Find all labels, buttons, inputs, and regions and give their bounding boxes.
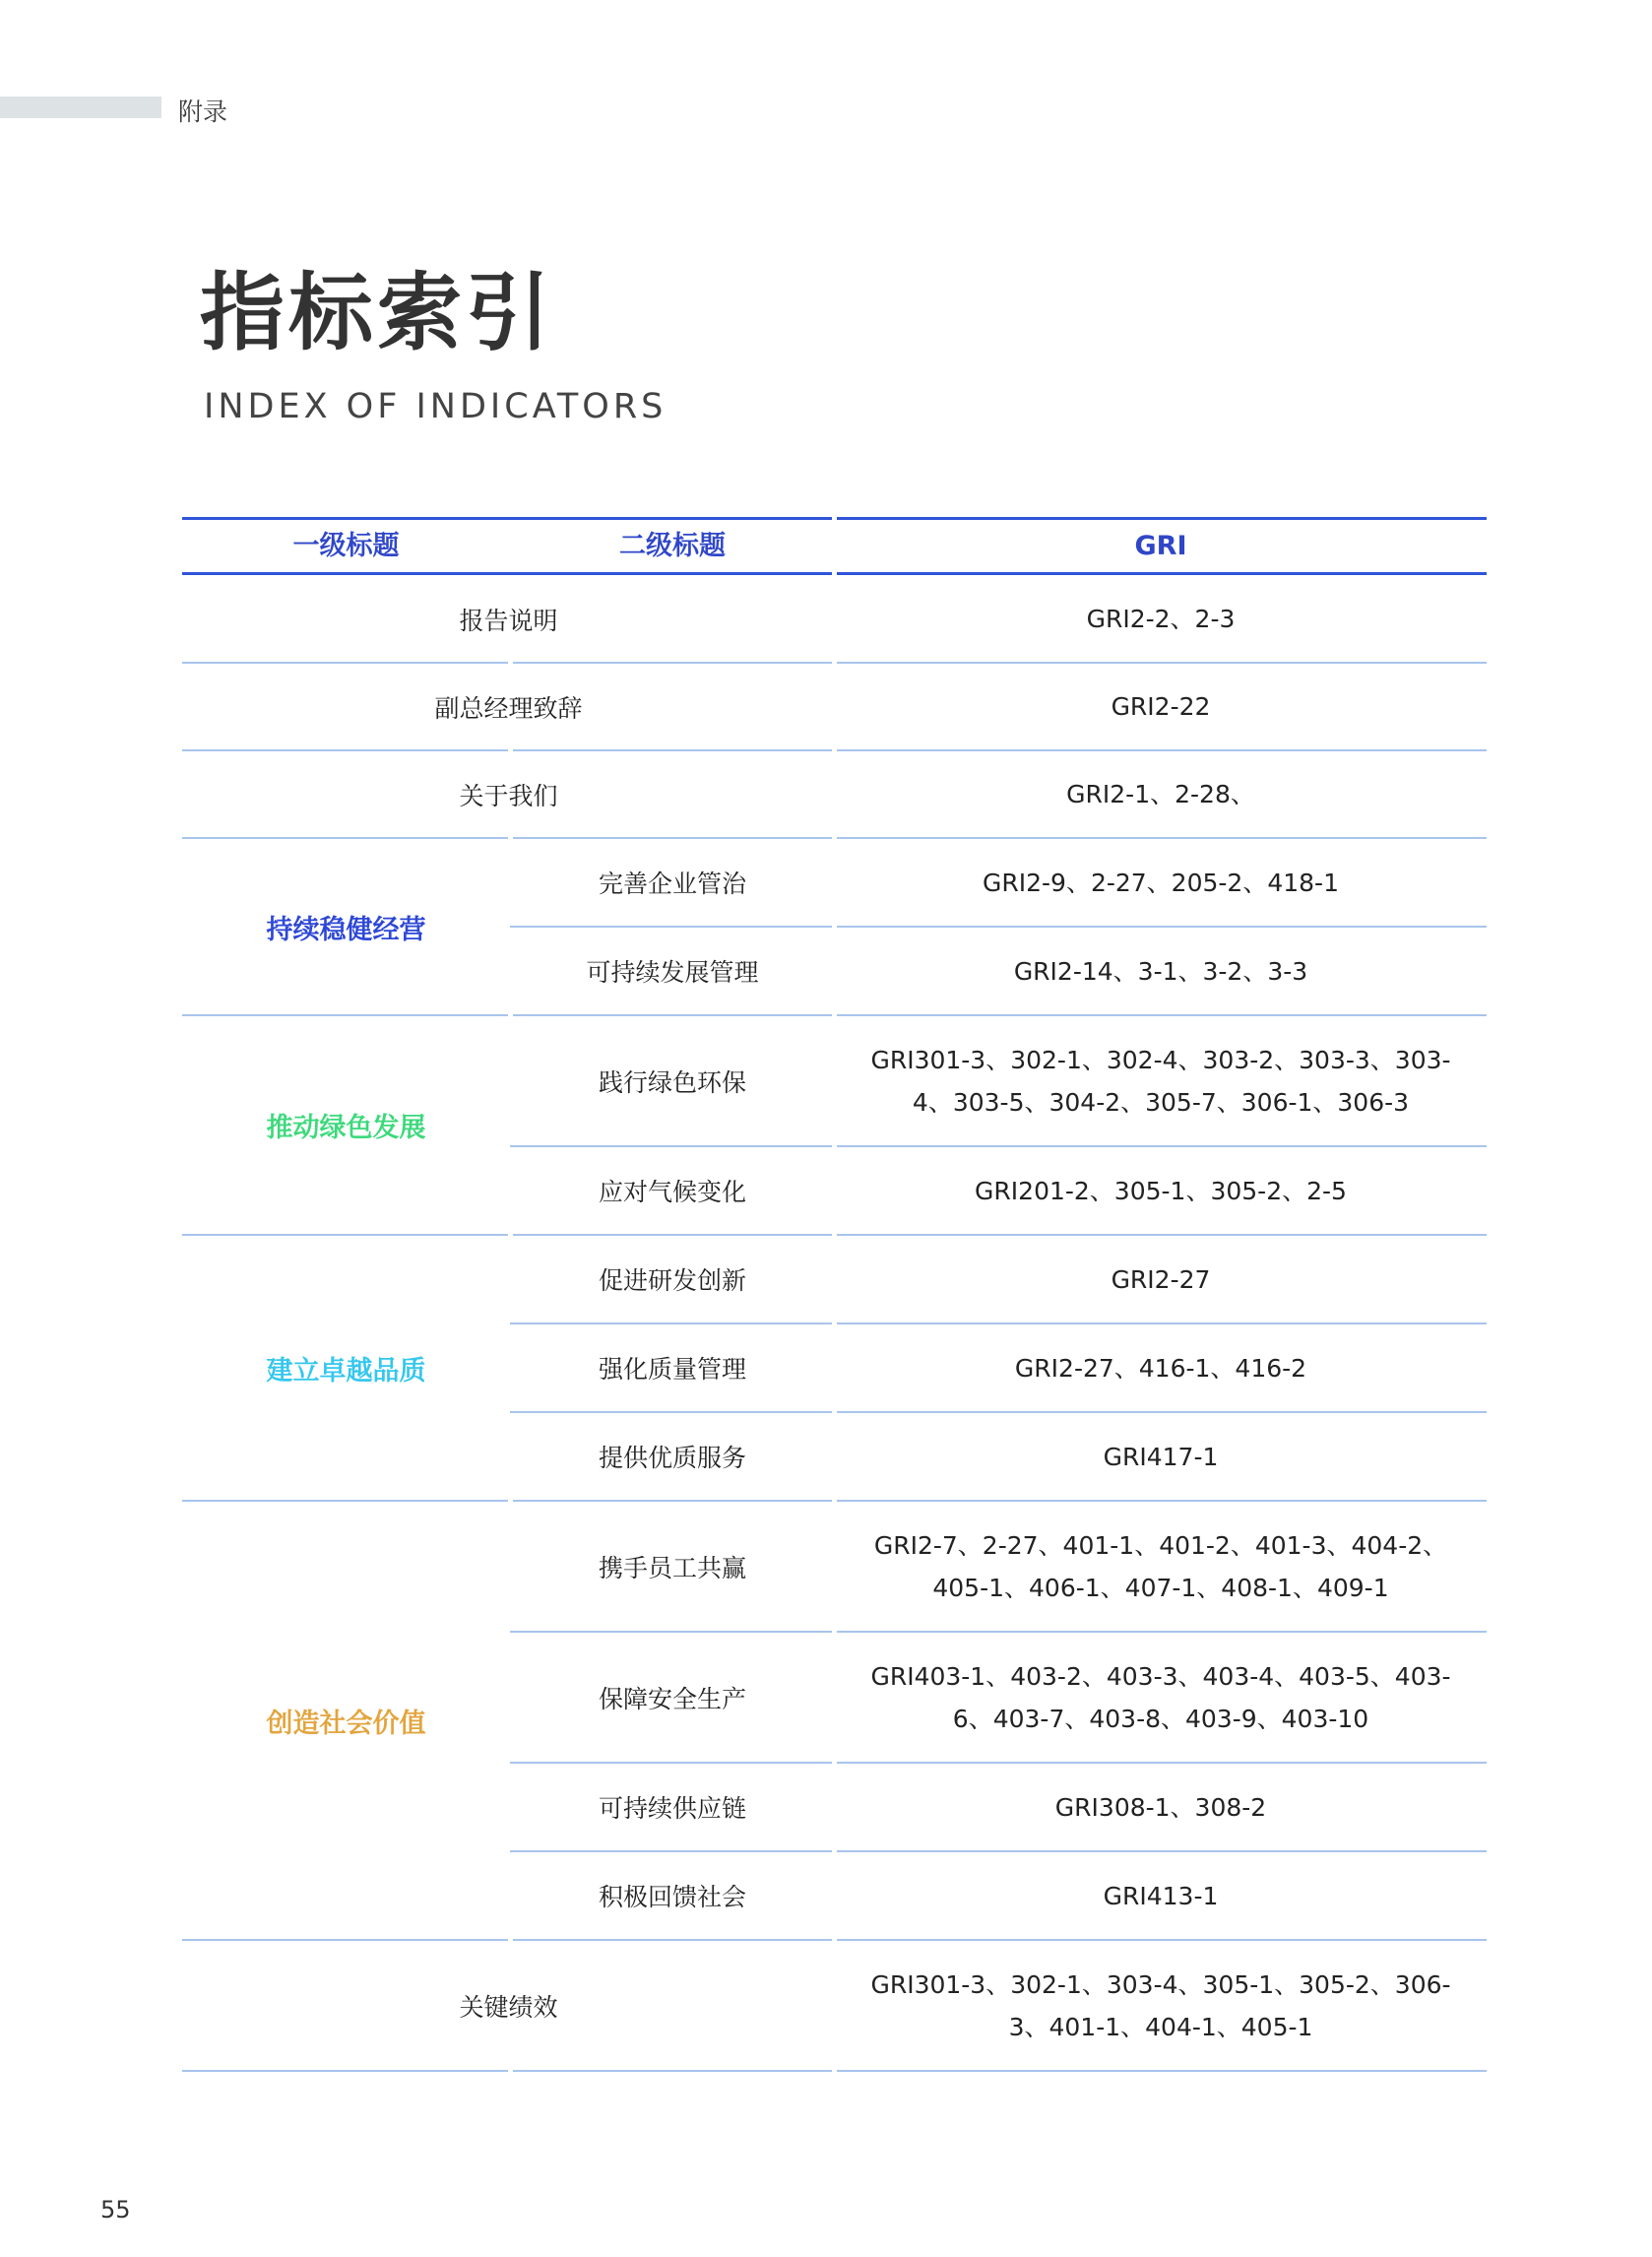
column-header-secondary: 二级标题	[619, 531, 726, 561]
gri-reference: GRI2-7、2-27、401-1、401-2、401-3、404-2、405-1、406-1、407-1、408-1、409-1	[873, 1530, 1448, 1602]
primary-category: 创造社会价值	[266, 1708, 426, 1739]
secondary-category: 提供优质服务	[598, 1444, 746, 1472]
primary-category: 建立卓越品质	[266, 1355, 426, 1386]
section-label: 附录	[178, 97, 228, 126]
header-accent-bar	[0, 97, 161, 118]
table-header	[182, 517, 1487, 575]
column-header-gri: GRI	[1134, 531, 1187, 561]
secondary-category: 携手员工共赢	[598, 1553, 746, 1582]
gri-reference: GRI308-1、308-2	[1054, 1792, 1267, 1822]
section-name: 报告说明	[459, 606, 558, 635]
gri-reference: GRI2-22	[1111, 692, 1211, 721]
secondary-category: 应对气候变化	[598, 1178, 746, 1206]
gri-reference: GRI2-14、3-1、3-2、3-3	[1013, 956, 1308, 986]
table-body	[182, 575, 1487, 2071]
column-header-primary: 一级标题	[292, 531, 400, 561]
secondary-category: 积极回馈社会	[598, 1883, 746, 1911]
column-gap	[832, 517, 837, 575]
secondary-category: 可持续供应链	[598, 1794, 746, 1823]
primary-category: 推动绿色发展	[266, 1113, 426, 1143]
gri-reference: GRI2-1、2-28、	[1066, 780, 1255, 808]
section-name: 关键绩效	[459, 1992, 558, 2022]
secondary-category: 促进研发创新	[598, 1266, 746, 1295]
gri-reference: GRI301-3、302-1、303-4、305-1、305-2、306-3、401-1、404-1、405-1	[870, 1969, 1451, 2041]
page-title: 指标索引	[200, 264, 554, 362]
gri-reference: GRI2-9、2-27、205-2、418-1	[983, 868, 1339, 897]
gri-reference: GRI2-27	[1111, 1264, 1211, 1294]
secondary-category: 完善企业管治	[598, 870, 746, 898]
page-number: 55	[100, 2196, 131, 2224]
gri-reference: GRI417-1	[1103, 1442, 1219, 1471]
primary-category: 持续稳健经营	[266, 914, 426, 945]
secondary-category: 强化质量管理	[598, 1355, 746, 1384]
secondary-category: 保障安全生产	[598, 1684, 746, 1713]
column-gap	[508, 2070, 513, 2072]
section-name: 副总经理致辞	[434, 693, 583, 723]
gri-reference: GRI413-1	[1103, 1881, 1219, 1910]
gri-reference: GRI301-3、302-1、302-4、303-2、303-3、303-4、303-5、304-2、305-7、306-1、306-3	[870, 1045, 1451, 1117]
page-subtitle: INDEX OF INDICATORS	[204, 387, 667, 426]
gri-reference: GRI201-2、305-1、305-2、2-5	[975, 1176, 1347, 1205]
indicator-index-table	[182, 517, 1487, 2071]
column-gap	[832, 2070, 837, 2072]
secondary-category: 践行绿色环保	[598, 1067, 746, 1097]
section-name: 关于我们	[459, 781, 558, 810]
gri-reference: GRI403-1、403-2、403-3、403-4、403-5、403-6、403-7、403-8、403-9、403-10	[870, 1661, 1451, 1733]
gri-reference: GRI2-2、2-3	[1086, 605, 1236, 633]
gri-reference: GRI2-27、416-1、416-2	[1014, 1353, 1307, 1383]
secondary-category: 可持续发展管理	[586, 958, 759, 987]
